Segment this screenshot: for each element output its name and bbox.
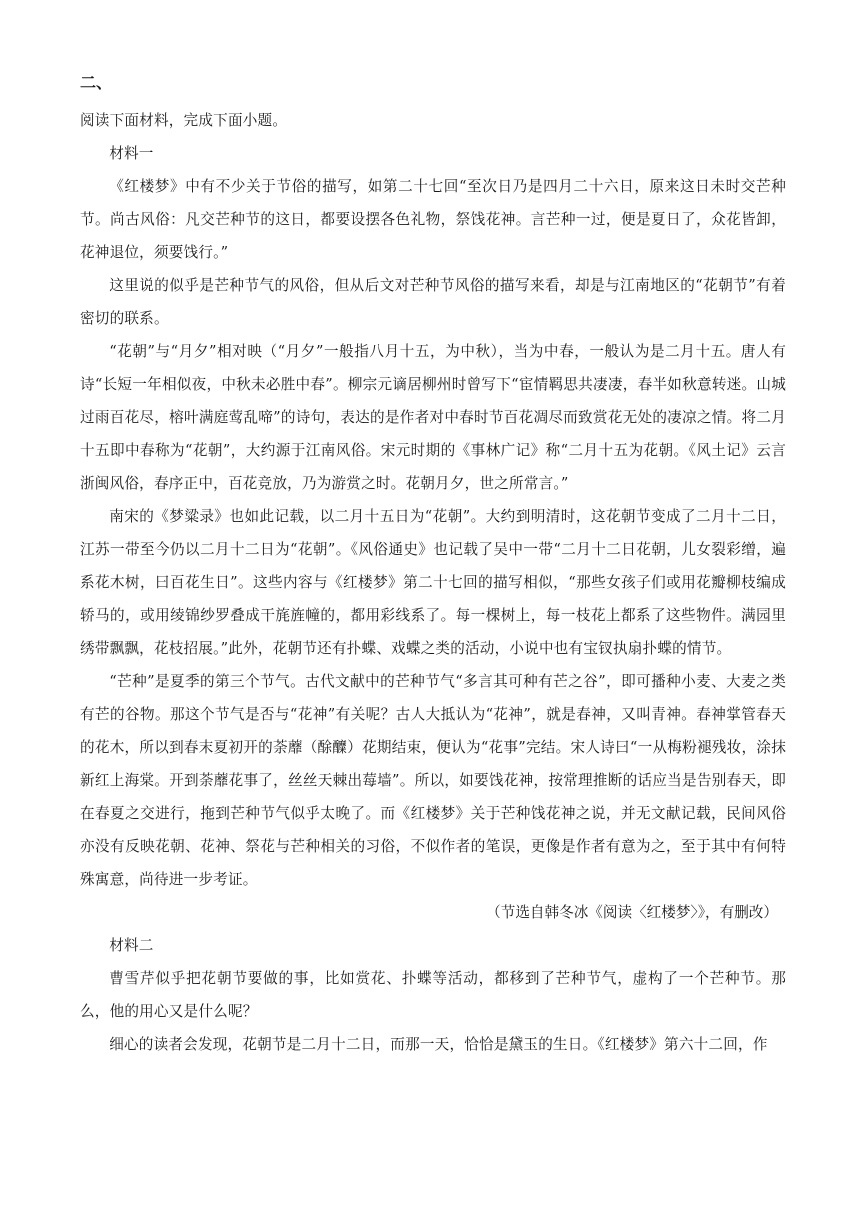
instruction-text: 阅读下面材料，完成下面小题。 <box>80 112 288 129</box>
material1-paragraph-4: 南宋的《梦粱录》也如此记载，以二月十五日为“花朝”。大约到明清时，这花朝节变成了二月十二日，江苏一带至今仍以二月十二日为“花朝”。《风俗通史》也记载了吴中一带“二月十二日花朝，儿女裂彩缯，遍系花木树，曰百花生日”。这些内容与《红楼梦》第二十七回的描写相似，“那些女孩子们或用花瓣柳枝编成轿马的，或用绫锦纱罗叠成干旄旌幢的，都用彩线系了。每一棵树上，每一枝花上都系了这些物件。满园里绣带飘飘，花枝招展。”此外，花朝节还有扑蝶、戏蝶之类的活动，小说中也有宝钗执扇扑蝶的情节。 <box>80 508 786 657</box>
material2-paragraph-1: 曹雪芹似乎把花朝节要做的事，比如赏花、扑蝶等活动，都移到了芒种节气，虚构了一个芒种节。那么，他的用心又是什么呢？ <box>80 970 786 1020</box>
material1-paragraph-5: “芒种”是夏季的第三个节气。古代文献中的芒种节气“多言其可种有芒之谷”，即可播种小麦、大麦之类有芒的谷物。那这个节气是否与“花神”有关呢？古人大抵认为“花神”，就是春神，又叫青神。春神掌管春天的花木，所以到春末夏初开的荼蘼（酴醾）花期结束，便认为“花事”完结。宋人诗曰“一从梅粉褪残妆，涂抹新红上海棠。开到荼蘼花事了，丝丝天棘出莓墙”。所以，如要饯花神，按常理推断的话应当是告别春天，即在春夏之交进行，拖到芒种节气似乎太晚了。而《红楼梦》关于芒种饯花神之说，并无文献记载，民间风俗亦没有反映花朝、花神、祭花与芒种相关的习俗，不似作者的笔误，更像是作者有意为之，至于其中有何特殊寓意，尚待进一步考证。 <box>80 673 786 888</box>
material1-paragraph-3: “花朝”与“月夕”相对映（“月夕”一般指八月十五，为中秋），当为中春，一般认为是二月十五。唐人有诗“长短一年相似夜，中秋未必胜中春”。柳宗元谪居柳州时曾写下“宦情羁思共凄凄，春半如秋意转迷。山城过雨百花尽，榕叶满庭莺乱啼”的诗句，表达的是作者对中春时节百花凋尽而致赏花无处的凄凉之情。将二月十五即中春称为“花朝”，大约源于江南风俗。宋元时期的《事林广记》称“二月十五为花朝。《风土记》云言浙闽风俗，春序正中，百花竞放，乃为游赏之时。花朝月夕，世之所常言。” <box>80 343 786 492</box>
material1-heading: 材料一 <box>109 145 154 162</box>
material2-paragraph-2: 细心的读者会发现，花朝节是二月十二日，而那一天，恰恰是黛玉的生日。《红楼梦》第六十二回，作 <box>109 1036 768 1053</box>
section-title: 二、 <box>80 73 113 92</box>
material2-heading: 材料二 <box>109 937 154 954</box>
material1-paragraph-1: 《红楼梦》中有不少关于节俗的描写，如第二十七回“至次日乃是四月二十六日，原来这日未时交芒种节。尚古风俗：凡交芒种节的这日，都要设摆各色礼物，祭饯花神。言芒种一过，便是夏日了，众花皆卸，花神退位，须要饯行。” <box>80 178 786 261</box>
material1-paragraph-2: 这里说的似乎是芒种节气的风俗，但从后文对芒种节风俗的描写来看，却是与江南地区的“花朝节”有着密切的联系。 <box>80 277 786 327</box>
document-page <box>80 70 786 1061</box>
material1-source: （节选自韩冬冰《阅读〈红楼梦〉》，有删改） <box>486 904 778 921</box>
